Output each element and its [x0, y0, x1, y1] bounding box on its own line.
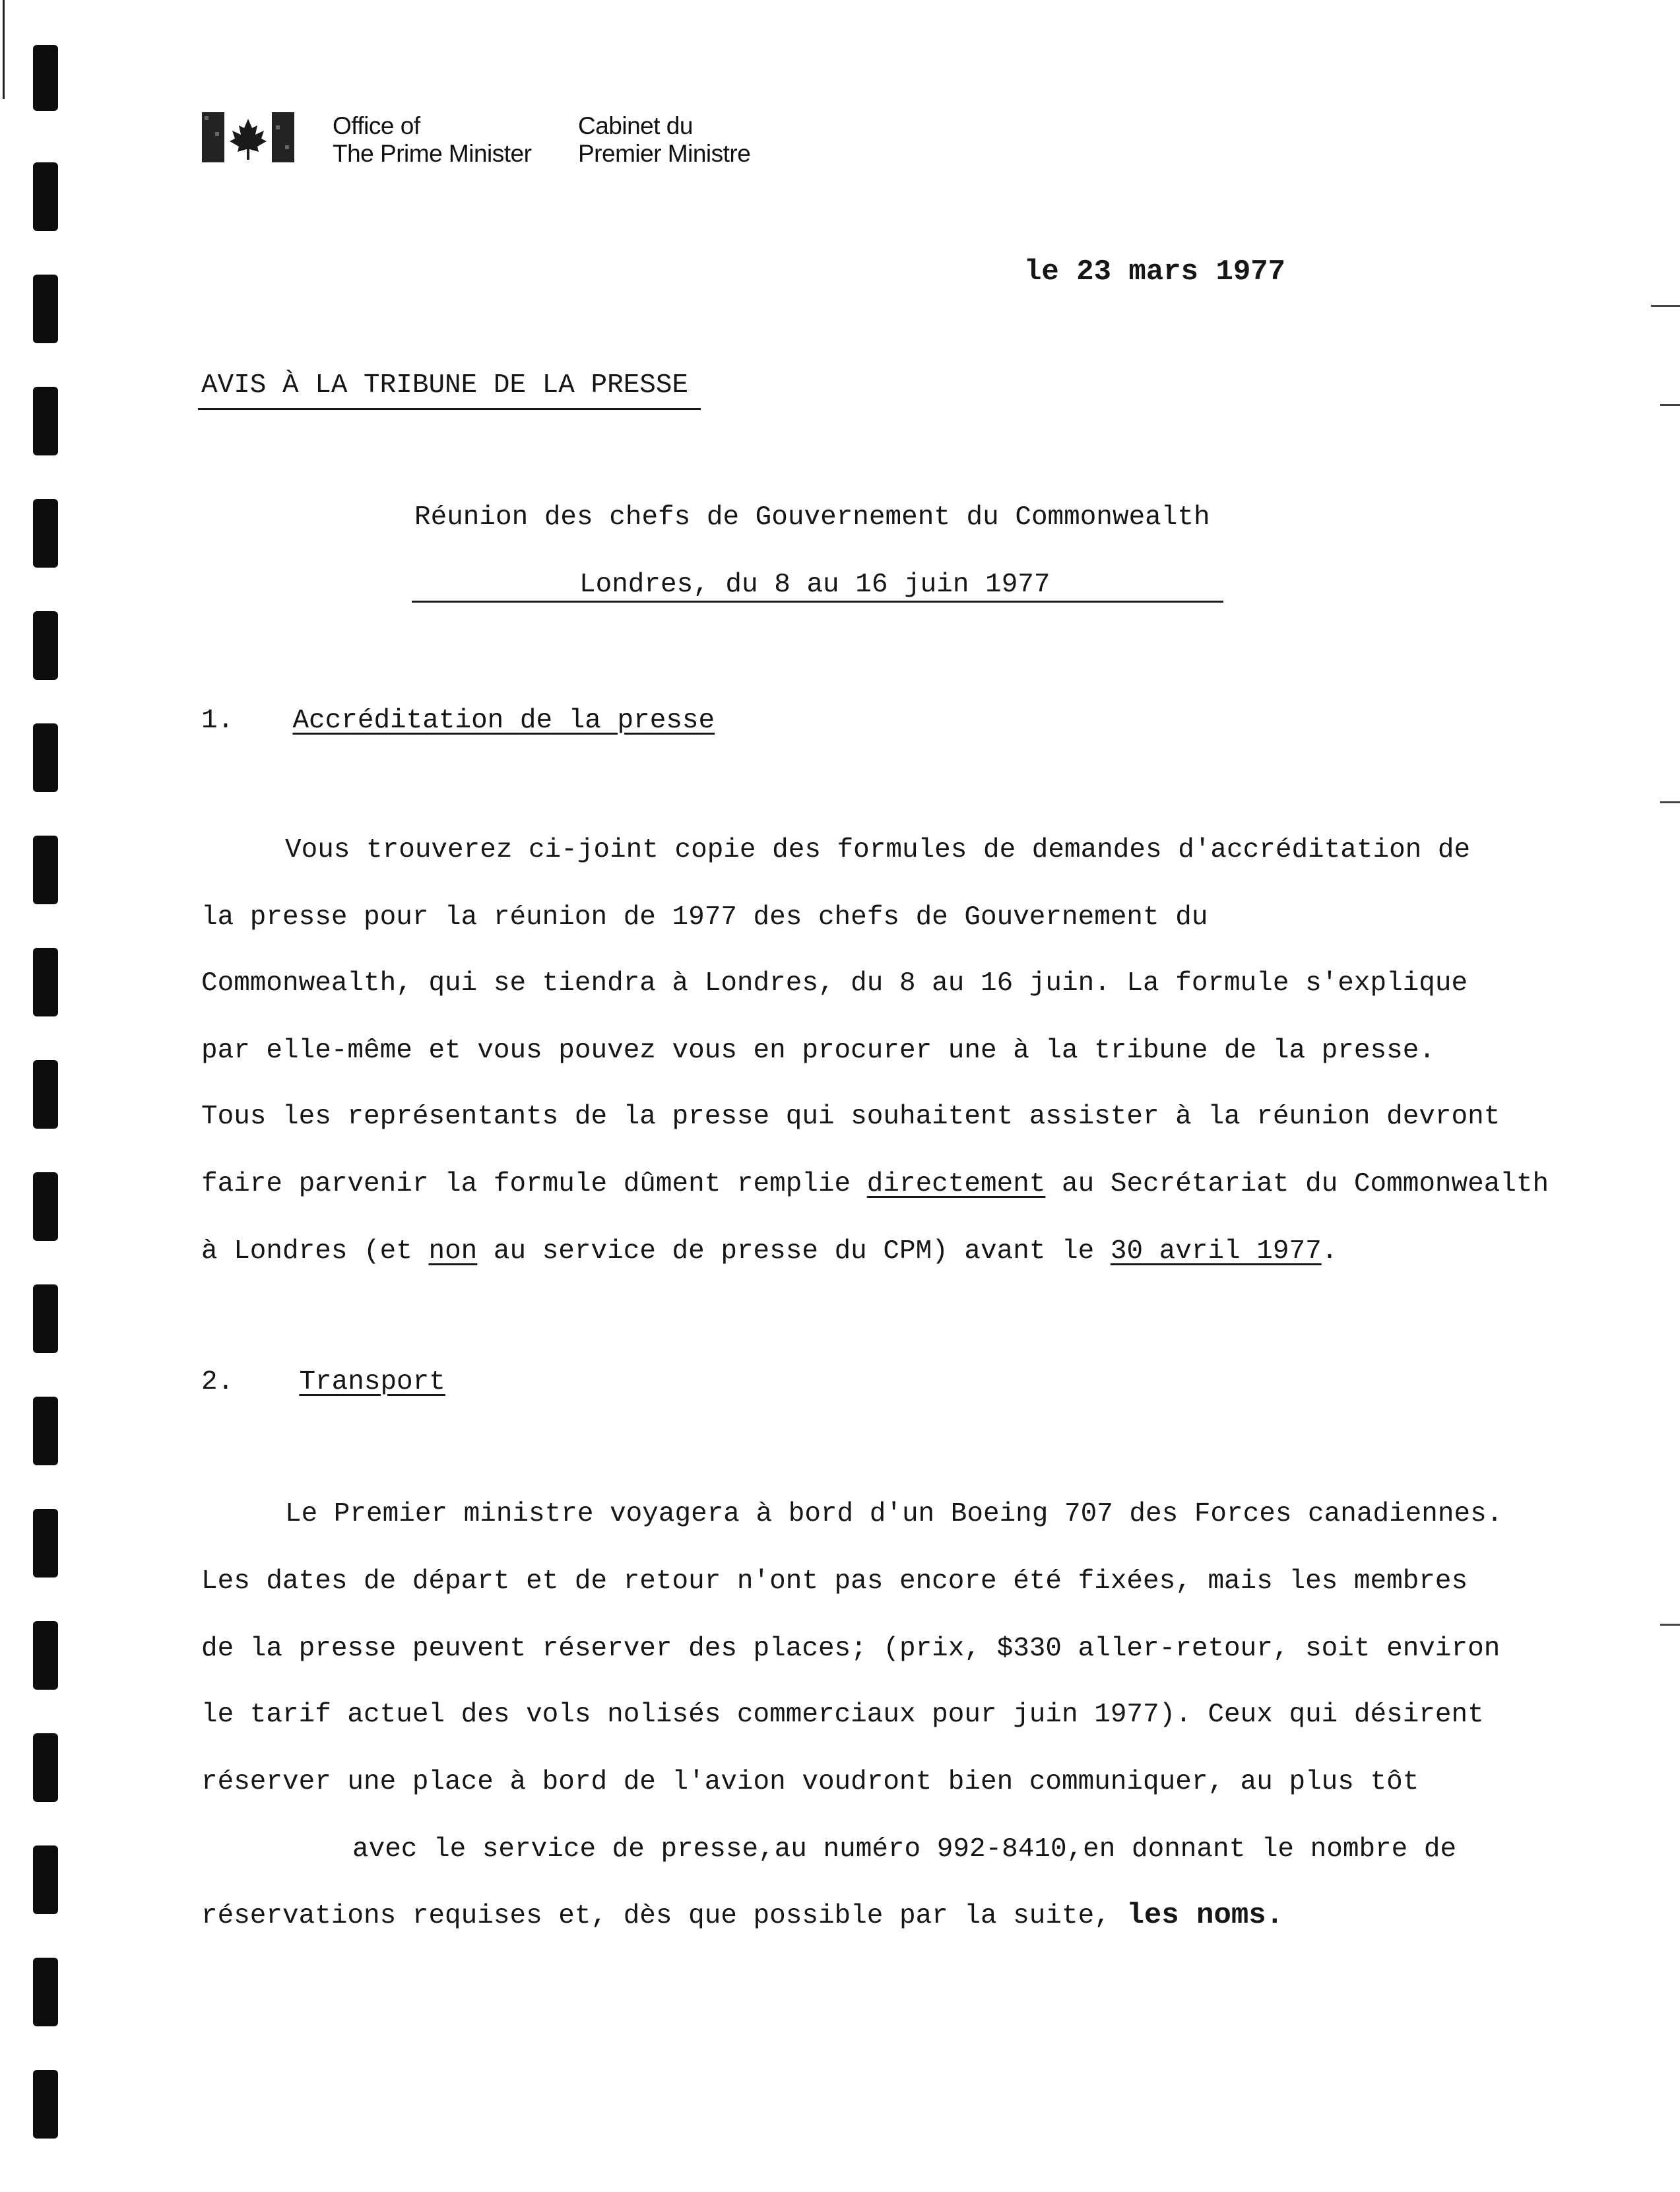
emphasis-directement: directement — [866, 1169, 1046, 1199]
binder-mark — [33, 1733, 58, 1802]
edge-tick — [1660, 404, 1680, 406]
section2-line-3: de la presse peuvent réserver des places; (prix, $330 aller-retour, soit environ — [201, 1634, 1501, 1664]
binder-mark — [33, 836, 58, 904]
emphasis-non: non — [428, 1236, 478, 1267]
document-date: le 23 mars 1977 — [1024, 255, 1286, 288]
binder-mark — [33, 1509, 58, 1578]
section1-line-6a: faire parvenir la formule dûment remplie — [201, 1169, 867, 1199]
section2-line-6: avec le service de presse,au numéro 992-8410,en donnant le nombre de — [352, 1834, 1457, 1865]
section2-line-2: Les dates de départ et de retour n'ont pas encore été fixées, mais les membres — [201, 1566, 1468, 1597]
binder-mark — [33, 611, 58, 680]
letterhead-french — [578, 112, 816, 168]
binder-mark — [33, 1845, 58, 1914]
binder-mark — [33, 275, 58, 343]
letterhead-english — [333, 112, 570, 168]
binder-mark — [33, 387, 58, 455]
binder-mark — [33, 1958, 58, 2026]
section1-line-4: par elle-même et vous pouvez vous en procurer une à la tribune de la presse. — [201, 1036, 1435, 1066]
section1-title: Accréditation de la presse — [292, 706, 715, 736]
section2-line-4: le tarif actuel des vols nolisés commerciaux pour juin 1977). Ceux qui désirent — [201, 1700, 1484, 1730]
section2-line-5: réserver une place à bord de l'avion voudront bien communiquer, au plus tôt — [201, 1767, 1419, 1797]
section1-line-6 — [201, 1168, 1549, 1200]
binder-mark — [33, 499, 58, 568]
section1-line-7e: . — [1321, 1236, 1338, 1267]
section1-line-3: Commonwealth, qui se tiendra à Londres, du 8 au 16 juin. La formule s'explique — [201, 968, 1468, 999]
section1-line-5: Tous les représentants de la presse qui souhaitent assister à la réunion devront — [201, 1102, 1501, 1132]
binder-mark — [33, 45, 58, 111]
section2-number: 2. — [201, 1367, 234, 1397]
edge-tick — [1660, 801, 1680, 803]
edge-tick — [1660, 1624, 1680, 1626]
section1-line-2: la presse pour la réunion de 1977 des chefs de Gouvernement du — [201, 902, 1208, 933]
section1-number: 1. — [201, 706, 234, 736]
canada-flag-icon — [202, 112, 294, 162]
page-edge-line — [3, 0, 5, 99]
section1-line-7c: au service de presse du CPM) avant le — [477, 1236, 1111, 1267]
binder-mark — [33, 2070, 58, 2139]
edge-tick — [1651, 305, 1680, 307]
section2-line-7b: les noms. — [1126, 1899, 1284, 1932]
letterhead-en-line1: Office of — [333, 112, 420, 139]
section2-title: Transport — [299, 1367, 445, 1397]
meeting-place-date: Londres, du 8 au 16 juin 1977 — [579, 570, 1050, 600]
binder-mark — [33, 162, 58, 231]
notice-title: AVIS À LA TRIBUNE DE LA PRESSE — [201, 370, 689, 401]
binder-mark — [33, 1621, 58, 1690]
section2-heading — [201, 1366, 445, 1398]
binder-mark — [33, 723, 58, 792]
letterhead-fr-line1: Cabinet du — [578, 112, 693, 139]
section2-line-7a: réservations requises et, dès que possible par la suite, — [201, 1901, 1127, 1931]
section1-line-7 — [201, 1236, 1338, 1267]
section1-line-1: Vous trouverez ci-joint copie des formules de demandes d'accréditation de — [285, 835, 1471, 865]
notice-title-underline — [198, 408, 701, 410]
binder-mark — [33, 1172, 58, 1241]
meeting-title: Réunion des chefs de Gouvernement du Commonwealth — [414, 502, 1210, 533]
emphasis-deadline: 30 avril 1977 — [1110, 1236, 1322, 1267]
section2-line-7 — [201, 1900, 1283, 1932]
section1-line-7a: à Londres (et — [201, 1236, 429, 1267]
section1-line-6c: au Secrétariat du Commonwealth — [1045, 1169, 1549, 1199]
section1-heading — [201, 705, 715, 737]
section2-line-1: Le Premier ministre voyagera à bord d'un Boeing 707 des Forces canadiennes. — [285, 1499, 1503, 1529]
meeting-underline — [412, 601, 1223, 603]
binder-mark — [33, 948, 58, 1016]
letterhead-en-line2: The Prime Minister — [333, 140, 532, 167]
letterhead-fr-line2: Premier Ministre — [578, 140, 751, 167]
binder-mark — [33, 1060, 58, 1129]
binder-mark — [33, 1284, 58, 1353]
binder-mark — [33, 1397, 58, 1465]
